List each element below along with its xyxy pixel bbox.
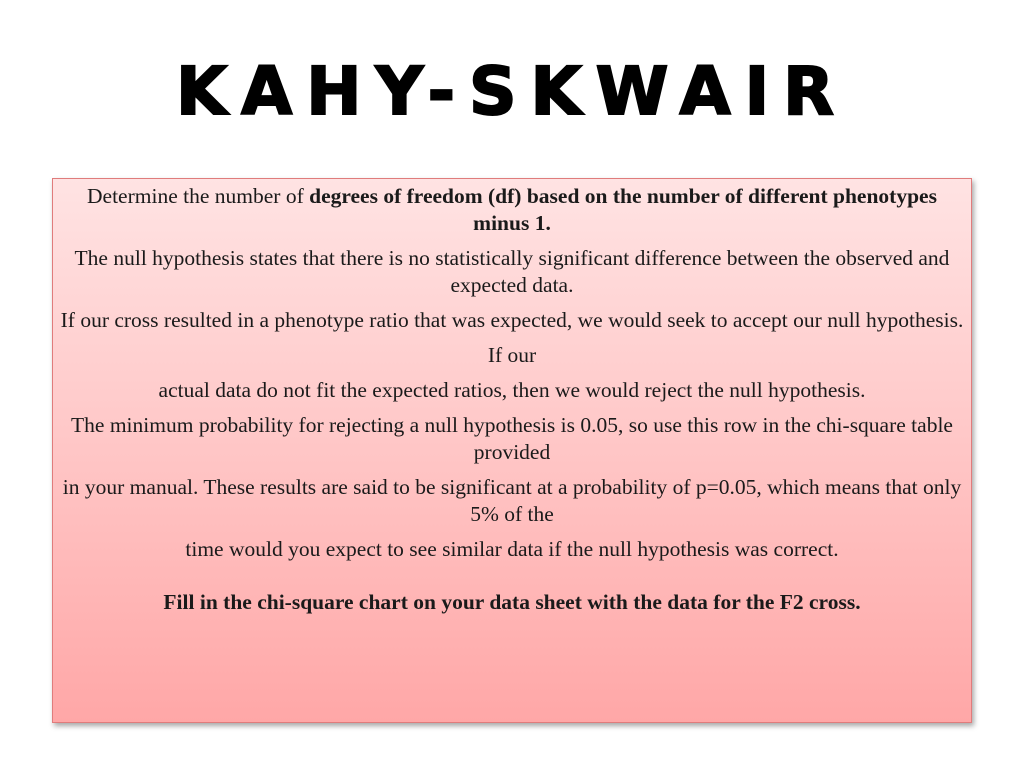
slide-title: KAHY-SKWAIR bbox=[176, 53, 848, 130]
paragraph-if-our: If our bbox=[487, 343, 537, 367]
final-instruction: Fill in the chi-square chart on your data sheet with the data for the F2 cross. bbox=[163, 590, 861, 614]
paragraph-similar-data: time would you expect to see similar data if the null hypothesis was correct. bbox=[185, 537, 839, 561]
paragraph-reject-null: actual data do not fit the expected ratios, then we would reject the null hypothesis. bbox=[158, 378, 866, 402]
paragraph-null-hypothesis: The null hypothesis states that there is no statistically significant difference between the observed and expected data. bbox=[74, 246, 950, 297]
content-box bbox=[52, 178, 972, 723]
paragraph-degrees-of-freedom-intro: Determine the number of bbox=[87, 184, 310, 208]
paragraph-degrees-of-freedom-bold: degrees of freedom (df) based on the number of different phenotypes minus 1. bbox=[309, 184, 937, 235]
paragraph-minimum-probability: The minimum probability for rejecting a null hypothesis is 0.05, so use this row in the chi-square table provided bbox=[71, 413, 953, 464]
paragraph-expected-ratio: If our cross resulted in a phenotype ratio that was expected, we would seek to accept our null hypothesis. bbox=[60, 308, 964, 332]
paragraph-degrees-of-freedom bbox=[59, 183, 965, 237]
paragraph-significance: in your manual. These results are said to be significant at a probability of p=0.05, which means that only 5% of the bbox=[62, 475, 962, 526]
